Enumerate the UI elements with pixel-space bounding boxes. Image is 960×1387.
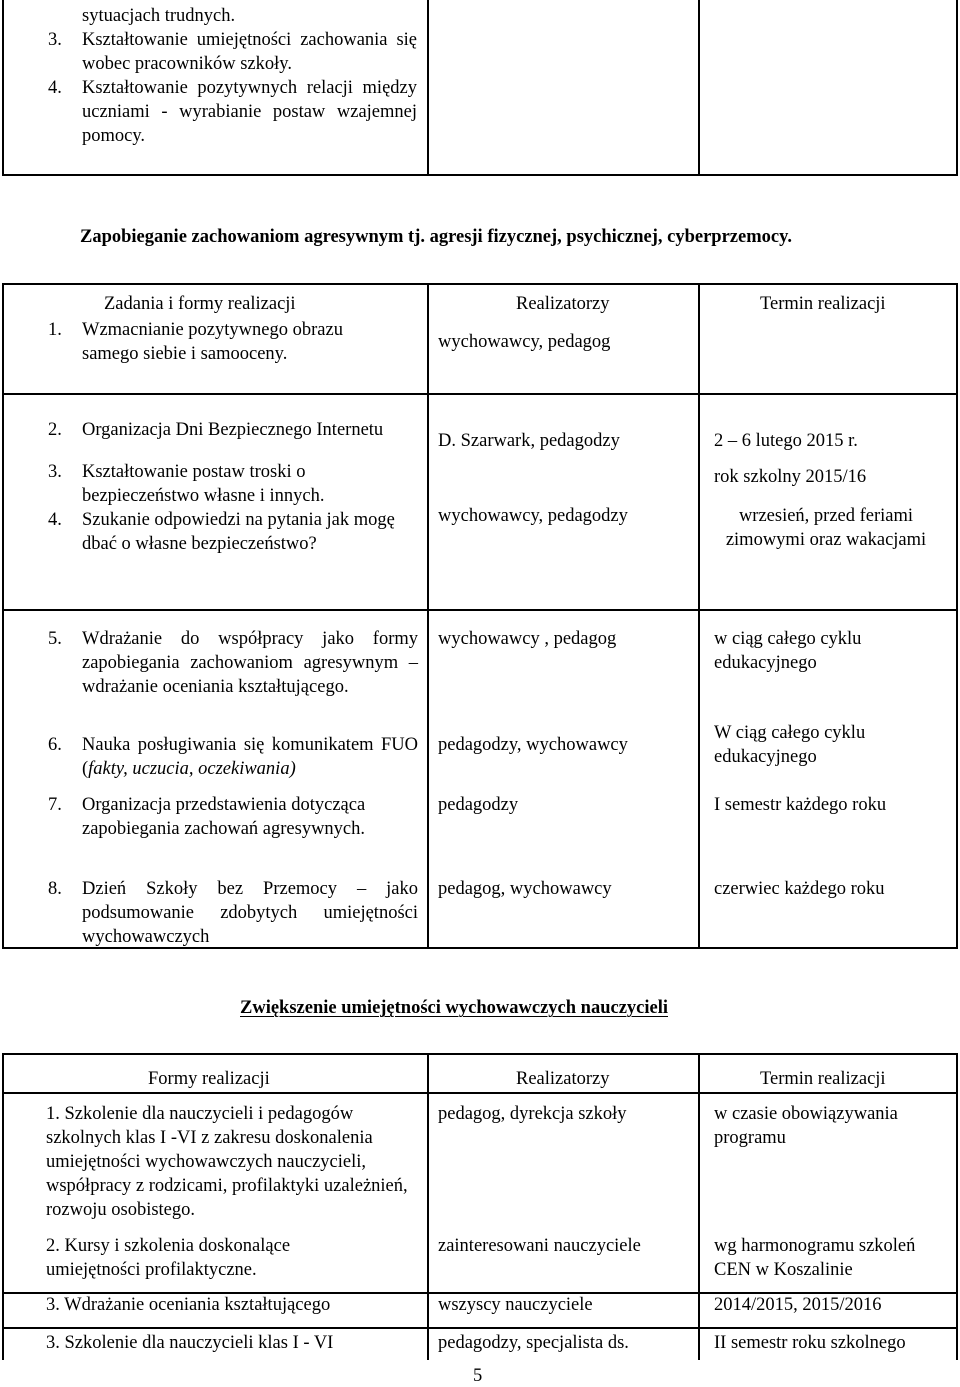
- s1-row-3-executors: wychowawcy, pedagodzy: [438, 506, 628, 526]
- list-item: 2. Organizacja Dni Bezpiecznego Internetu: [48, 420, 384, 440]
- s1-table-border-top: [2, 283, 958, 285]
- s2-table-border-top: [2, 1053, 958, 1055]
- s1-table-divider-2: [698, 283, 700, 949]
- list-item: 7. Organizacja przedstawienia dotycząca zapobiegania zachowań agresywnych.: [48, 795, 366, 839]
- list-item: 8. Dzień Szkoły bez Przemocy – jako podsumowanie zdobytych umiejętności wychowawczych: [48, 879, 418, 947]
- s2-row-4-term: II semestr roku szkolnego: [714, 1333, 906, 1353]
- list-item: 1. Wzmacnianie pozytywnego obrazu samego siebie i samooceny.: [48, 320, 343, 364]
- list-item: 4. Kształtowanie pozytywnych relacji między uczniami - wyrabianie postaw wzajemnej pomocy.: [48, 78, 417, 146]
- s2-row-3-term: 2014/2015, 2015/2016: [714, 1295, 882, 1315]
- list-item: 4. Szukanie odpowiedzi na pytania jak mogę dbać o własne bezpieczeństwo?: [48, 510, 395, 554]
- s1-row-separator: [2, 609, 958, 611]
- s2-row-1-form: 1. Szkolenie dla nauczycieli i pedagogów szkolnych klas I -VI z zakresu doskonalenia umiejętności wychowawczych nauczycieli, współpracy z rodzicami, profilaktyki uzależnień, rozwoju osobistego.: [46, 1104, 408, 1220]
- s2-table-divider-1: [427, 1053, 429, 1360]
- s1-header-executors: Realizatorzy: [516, 294, 610, 314]
- s1-row-5-term: w ciąg całego cyklu edukacyjnego: [714, 629, 862, 673]
- top-table-border-bottom: [2, 174, 958, 176]
- s1-row-7-term: I semestr każdego roku: [714, 795, 887, 815]
- s2-row-2-term: wg harmonogramu szkoleń CEN w Koszalinie: [714, 1236, 916, 1280]
- s2-table-border-left: [2, 1053, 4, 1360]
- s2-row-2-executors: zainteresowani nauczyciele: [438, 1236, 641, 1256]
- section-title: Zapobieganie zachowaniom agresywnym tj. agresji fizycznej, psychicznej, cyberprzemocy.: [80, 227, 792, 247]
- list-item: 5. Wdrażanie do współpracy jako formy zapobiegania zachowaniom agresywnym – wdrażanie oceniania kształtującego.: [48, 629, 418, 697]
- list-item: sytuacjach trudnych.: [82, 6, 236, 26]
- s1-row-2-executors: D. Szarwark, pedagodzy: [438, 431, 620, 451]
- top-table-border-right: [956, 0, 958, 176]
- s2-row-2-form: 2. Kursy i szkolenia doskonalące umiejętności profilaktyczne.: [46, 1236, 291, 1280]
- s1-row-2-term: 2 – 6 lutego 2015 r.: [714, 431, 858, 451]
- s2-table-divider-2: [698, 1053, 700, 1360]
- list-item: 3. Kształtowanie umiejętności zachowania się wobec pracowników szkoły.: [48, 30, 417, 74]
- s1-row-3-term: wrzesień, przed feriami zimowymi oraz wakacjami: [725, 506, 927, 550]
- list-item: 6. Nauka posługiwania się komunikatem FUO (fakty, uczucia, oczekiwania): [48, 735, 419, 779]
- top-table-task-cell: [48, 4, 417, 148]
- s1-row-1-executors: wychowawcy, pedagog: [438, 332, 611, 352]
- s2-header-executors: Realizatorzy: [516, 1069, 610, 1089]
- s2-row-1-term: w czasie obowiązywania programu: [714, 1104, 898, 1148]
- s2-header-forms: Formy realizacji: [148, 1069, 270, 1089]
- list-item: 3. Kształtowanie postaw troski o bezpieczeństwo własne i innych.: [48, 462, 325, 506]
- s1-row-8-executors: pedagog, wychowawcy: [438, 879, 612, 899]
- s1-row-8-term: czerwiec każdego roku: [714, 879, 885, 899]
- s2-row-4-form: 3. Szkolenie dla nauczycieli klas I - VI: [46, 1333, 334, 1353]
- s1-row-6-term: W ciąg całego cyklu edukacyjnego: [714, 723, 866, 767]
- s2-row-1-executors: pedagog, dyrekcja szkoły: [438, 1104, 627, 1124]
- s1-row-5-executors: wychowawcy , pedagog: [438, 629, 617, 649]
- s2-row-3-executors: wszyscy nauczyciele: [438, 1295, 593, 1315]
- s1-row-6-task: [48, 733, 419, 781]
- s1-row-5-task: [48, 627, 418, 699]
- s1-table-divider-1: [427, 283, 429, 949]
- s2-table-border-right: [956, 1053, 958, 1360]
- s1-row-2b-term: rok szkolny 2015/16: [714, 467, 867, 487]
- top-table-divider-1: [427, 0, 429, 176]
- top-table-divider-2: [698, 0, 700, 176]
- s1-table-border-left: [2, 283, 4, 949]
- s1-row-7-executors: pedagodzy: [438, 795, 519, 815]
- s2-row-4-executors: pedagodzy, specjalista ds.: [438, 1333, 629, 1353]
- s2-row-separator: [2, 1327, 958, 1329]
- s2-row-3-form: 3. Wdrażanie oceniania kształtującego: [46, 1295, 331, 1315]
- section-title: Zwiększenie umiejętności wychowawczych nauczycieli: [240, 998, 668, 1018]
- s2-header-term: Termin realizacji: [760, 1069, 886, 1089]
- s1-row-separator: [2, 393, 958, 395]
- page-number: 5: [473, 1366, 483, 1386]
- s1-header-term: Termin realizacji: [760, 294, 886, 314]
- s2-row-separator: [2, 1092, 958, 1094]
- s1-row-6-executors: pedagodzy, wychowawcy: [438, 735, 628, 755]
- s1-row-8-task: [48, 877, 418, 949]
- s1-rows-2-4-tasks: [48, 418, 402, 556]
- s1-header-tasks: Zadania i formy realizacji: [104, 294, 296, 314]
- s1-row-1-task: [48, 318, 382, 366]
- top-table-border-left: [2, 0, 4, 176]
- s1-table-border-right: [956, 283, 958, 949]
- s1-row-7-task: [48, 793, 382, 841]
